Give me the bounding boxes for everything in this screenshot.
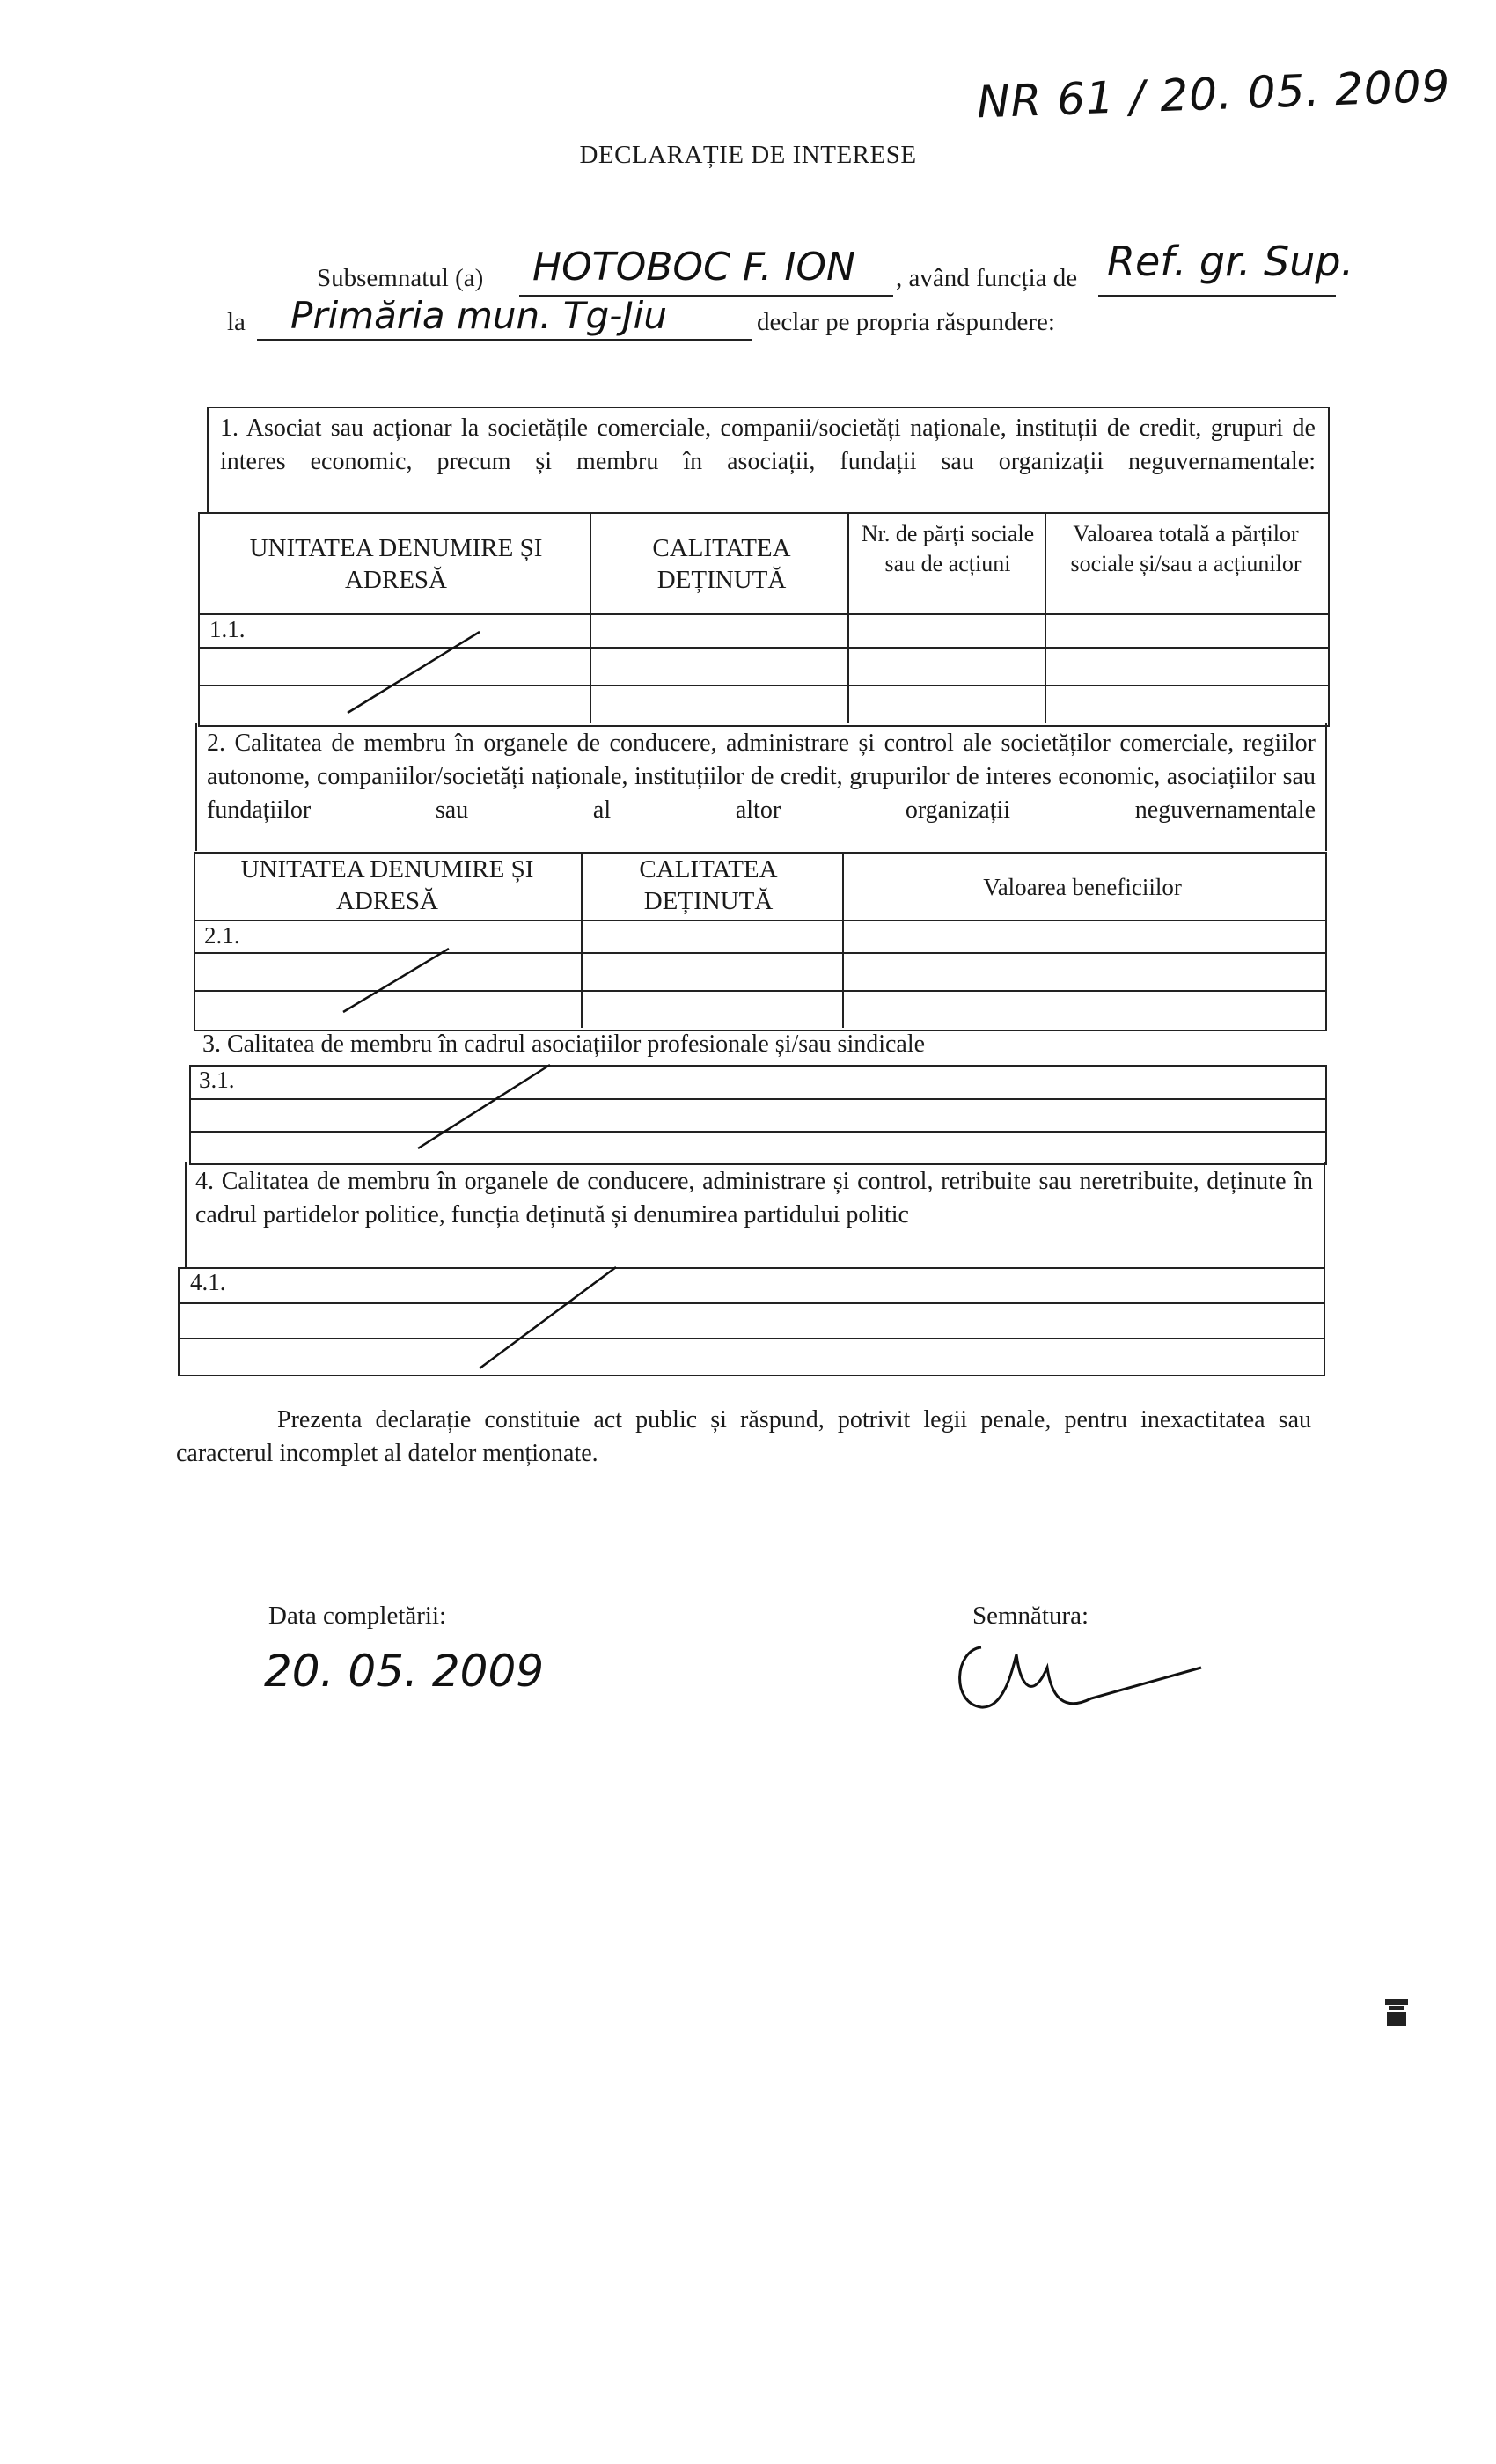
- s1-header-calitatea: CALITATEA DEȚINUTĂ: [652, 534, 791, 594]
- section1-text: 1. Asociat sau acționar la societățile comerciale, companii/societăți naționale, instituții de credit, grupuri de interes economic, precum și membru în asociații, fundații sau organizații neguvernamentale:: [220, 414, 1316, 475]
- signature-scribble: [960, 1647, 1201, 1707]
- document-title: DECLARAȚIE DE INTERESE: [579, 141, 917, 169]
- functia-value: Ref. gr. Sup.: [1107, 238, 1354, 285]
- s2-row-label: 2.1.: [204, 922, 240, 949]
- date-label: Data completării:: [268, 1602, 447, 1630]
- section4-text: 4. Calitatea de membru în organele de conducere, administrare și control, retribuite sau neretribuite, deținute în cadrul partidelor politice, funcția deținută și denumirea partidului politic: [195, 1168, 1313, 1228]
- subsemnatul-label: Subsemnatul (a): [317, 264, 484, 292]
- functia-label: , având funcția de: [896, 264, 1078, 292]
- strike-line: [418, 1065, 550, 1148]
- s1-header-nr-parti: Nr. de părți sociale sau de acțiuni: [861, 521, 1035, 576]
- institutie-value: Primăria mun. Tg-Jiu: [290, 294, 667, 337]
- strike-line: [343, 949, 449, 1012]
- s3-row-label: 3.1.: [199, 1067, 235, 1093]
- signature-label: Semnătura:: [972, 1602, 1089, 1630]
- s2-header-unitatea: UNITATEA DENUMIRE ȘI ADRESĂ: [240, 855, 534, 915]
- s4-row-label: 4.1.: [190, 1269, 226, 1295]
- stamp-icon: [1383, 1998, 1410, 2028]
- s2-header-valoare: Valoarea beneficiilor: [983, 874, 1182, 900]
- section2-text: 2. Calitatea de membru în organele de conducere, administrare și control ale societăților comerciale, regiilor autonome, companiilor/societăți naționale, instituțiilor de credit, grupurilor de interes economic, asociațiilor sau fundațiilor sau al altor organizații neguvernamentale: [207, 730, 1316, 824]
- registration-number: NR 61 / 20. 05. 2009: [976, 60, 1452, 128]
- strike-line: [480, 1267, 616, 1368]
- s1-header-valoare: Valoarea totală a părților sociale și/sau a acțiunilor: [1070, 521, 1302, 576]
- la-label: la: [227, 308, 246, 336]
- footer-statement: Prezenta declarație constituie act public și răspund, potrivit legii penale, pentru inexactitatea sau caracterul incomplet al datelor menționate.: [176, 1406, 1311, 1467]
- s2-header-calitatea: CALITATEA DEȚINUTĂ: [639, 855, 778, 915]
- declarant-name: HOTOBOC F. ION: [532, 245, 855, 290]
- s1-header-unitatea: UNITATEA DENUMIRE ȘI ADRESĂ: [249, 534, 543, 594]
- declar-label: declar pe propria răspundere:: [757, 308, 1055, 336]
- strike-line: [348, 632, 480, 713]
- completion-date: 20. 05. 2009: [264, 1646, 545, 1697]
- s1-row-label: 1.1.: [209, 616, 246, 642]
- section3-text: 3. Calitatea de membru în cadrul asociațiilor profesionale și/sau sindicale: [202, 1030, 926, 1058]
